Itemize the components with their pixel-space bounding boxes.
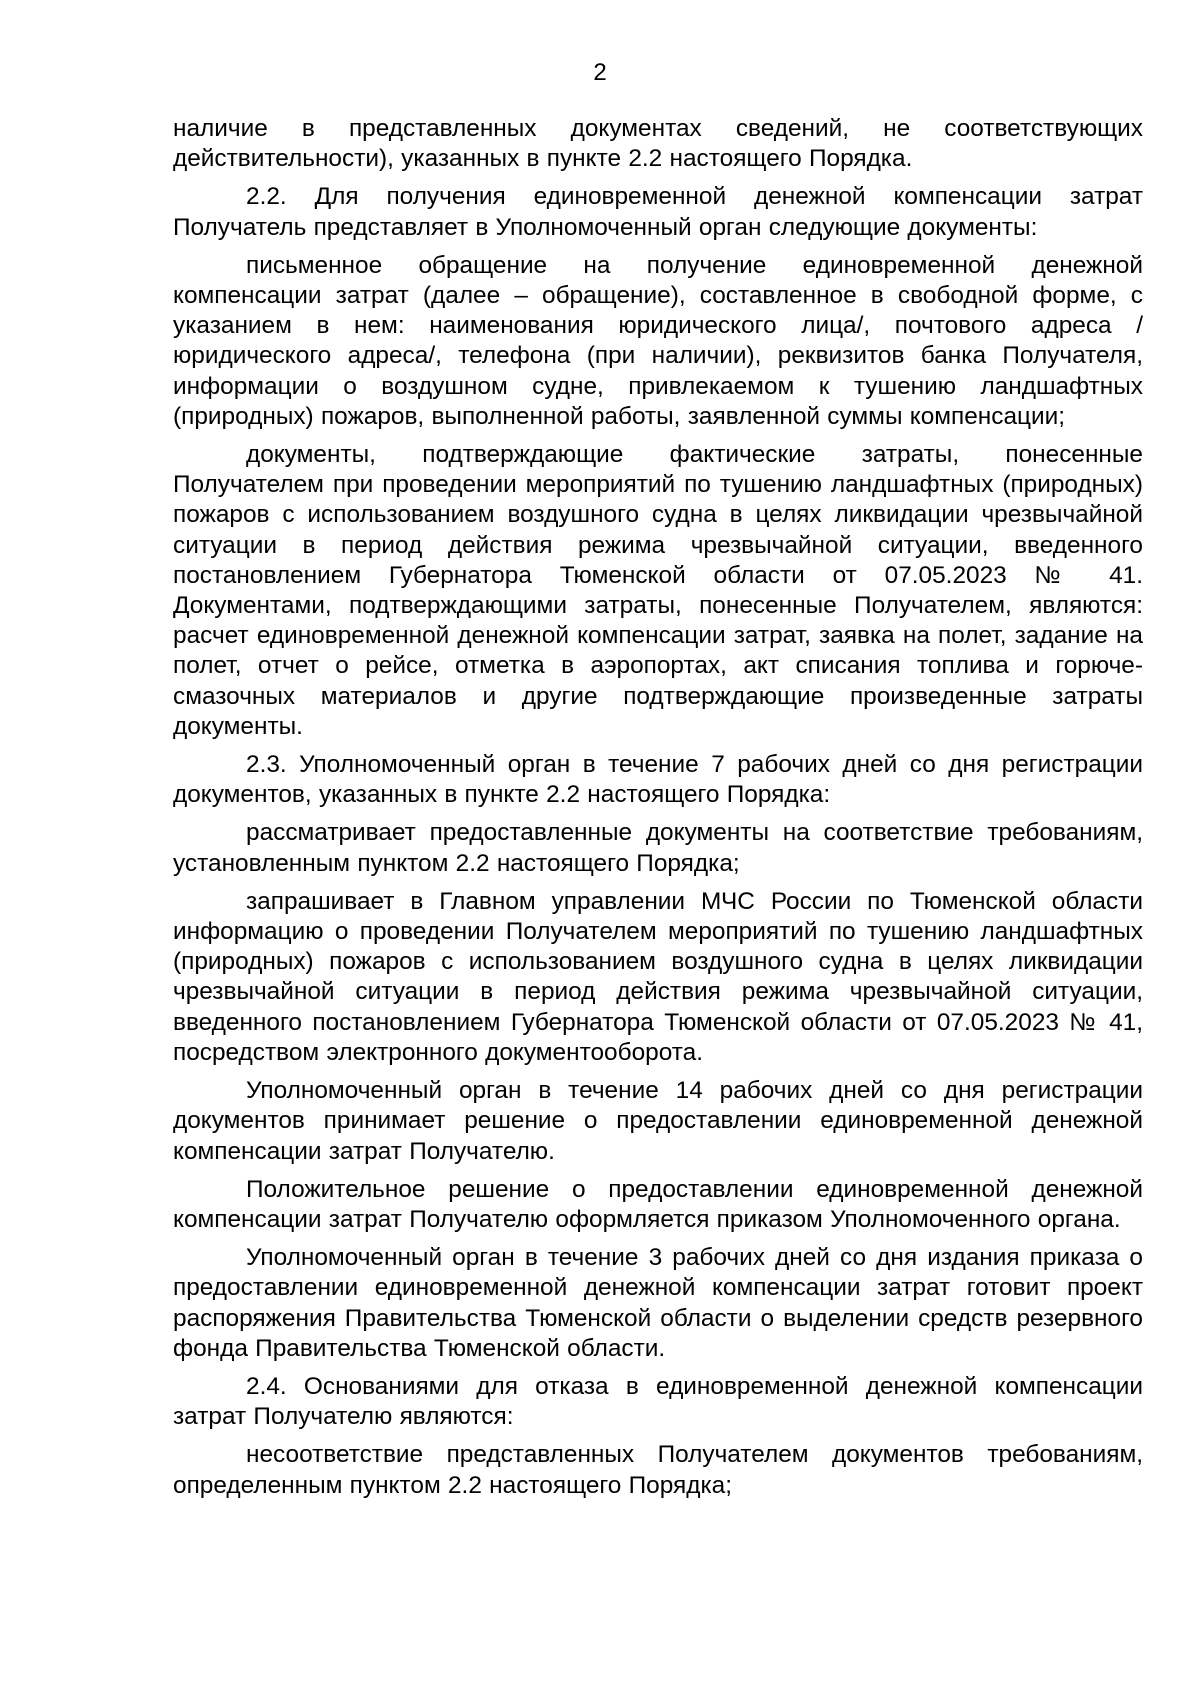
paragraph-decision-14-days: Уполномоченный орган в течение 14 рабочих дней со дня регистрации документов принимает решение о предоставлении единовременной денежной компенсации затрат Получателю. [173, 1077, 1143, 1165]
paragraph-request-mchs-info: запрашивает в Главном управлении МЧС России по Тюменской области информацию о проведении Получателем мероприятий по тушению ландшафтных (природных) пожаров с использованием воздушного судна в целях ликвидации чрезвычайной ситуации в период действия режима чрезвычайной ситуации, введенного постановлением Губернатора Тюменской области от 07.05.2023 № 41, посредством электронного документооборота. [173, 887, 1143, 1066]
paragraph-draft-order: Уполномоченный орган в течение 3 рабочих дней со дня издания приказа о предоставлении единовременной денежной компенсации затрат готовит проект распоряжения Правительства Тюменской области о выделении средств резервного фонда Правительства Тюменской области. [173, 1244, 1143, 1362]
paragraph-clause-2-4: 2.4. Основаниями для отказа в единовременной денежной компенсации затрат Получателю являются: [173, 1372, 1143, 1431]
paragraph-written-request: письменное обращение на получение единовременной денежной компенсации затрат (далее – обращение), составленное в свободной форме, с указанием в нем: наименования юридического лица/, почтового адреса /юридического адреса/, телефона (при наличии), реквизитов банка Получателя, информации о воздушном судне, привлекаемом к тушению ландшафтных (природных) пожаров, выполненной работы, заявленной суммы компенсации; [173, 251, 1143, 430]
paragraph-noncompliance: несоответствие представленных Получателем документов требованиям, определенным пунктом 2.2 настоящего Порядка; [173, 1441, 1143, 1499]
paragraph-supporting-documents: документы, подтверждающие фактические затраты, понесенные Получателем при проведении мероприятий по тушению ландшафтных (природных) пожаров с использованием воздушного судна в целях ликвидации чрезвычайной ситуации в период действия режима чрезвычайной ситуации, введенного постановлением Губернатора Тюменской области от 07.05.2023 № 41. Документами, подтверждающими затраты, понесенные Получателем, являются: расчет единовременной денежной компенсации затрат, заявка на полет, задание на полет, отчет о рейсе, отметка в аэропортах, акт списания топлива и горюче-смазочных материалов и другие подтверждающие произведенные затраты документы. [173, 441, 1143, 740]
paragraph-clause-2-2: 2.2. Для получения единовременной денежной компенсации затрат Получатель представляет в Уполномоченный орган следующие документы: [173, 183, 1143, 241]
document-body [173, 114, 1143, 1509]
paragraph-review-documents: рассматривает предоставленные документы на соответствие требованиям, установленным пунктом 2.2 настоящего Порядка; [173, 819, 1143, 877]
paragraph-positive-decision: Положительное решение о предоставлении единовременной денежной компенсации затрат Получателю оформляется приказом Уполномоченного органа. [173, 1175, 1143, 1233]
paragraph-clause-2-3: 2.3. Уполномоченный орган в течение 7 рабочих дней со дня регистрации документов, указанных в пункте 2.2 настоящего Порядка: [173, 751, 1143, 809]
paragraph-continuation: наличие в представленных документах сведений, не соответствующих действительности), указанных в пункте 2.2 настоящего Порядка. [173, 115, 1143, 173]
page-number: 2 [593, 59, 607, 86]
